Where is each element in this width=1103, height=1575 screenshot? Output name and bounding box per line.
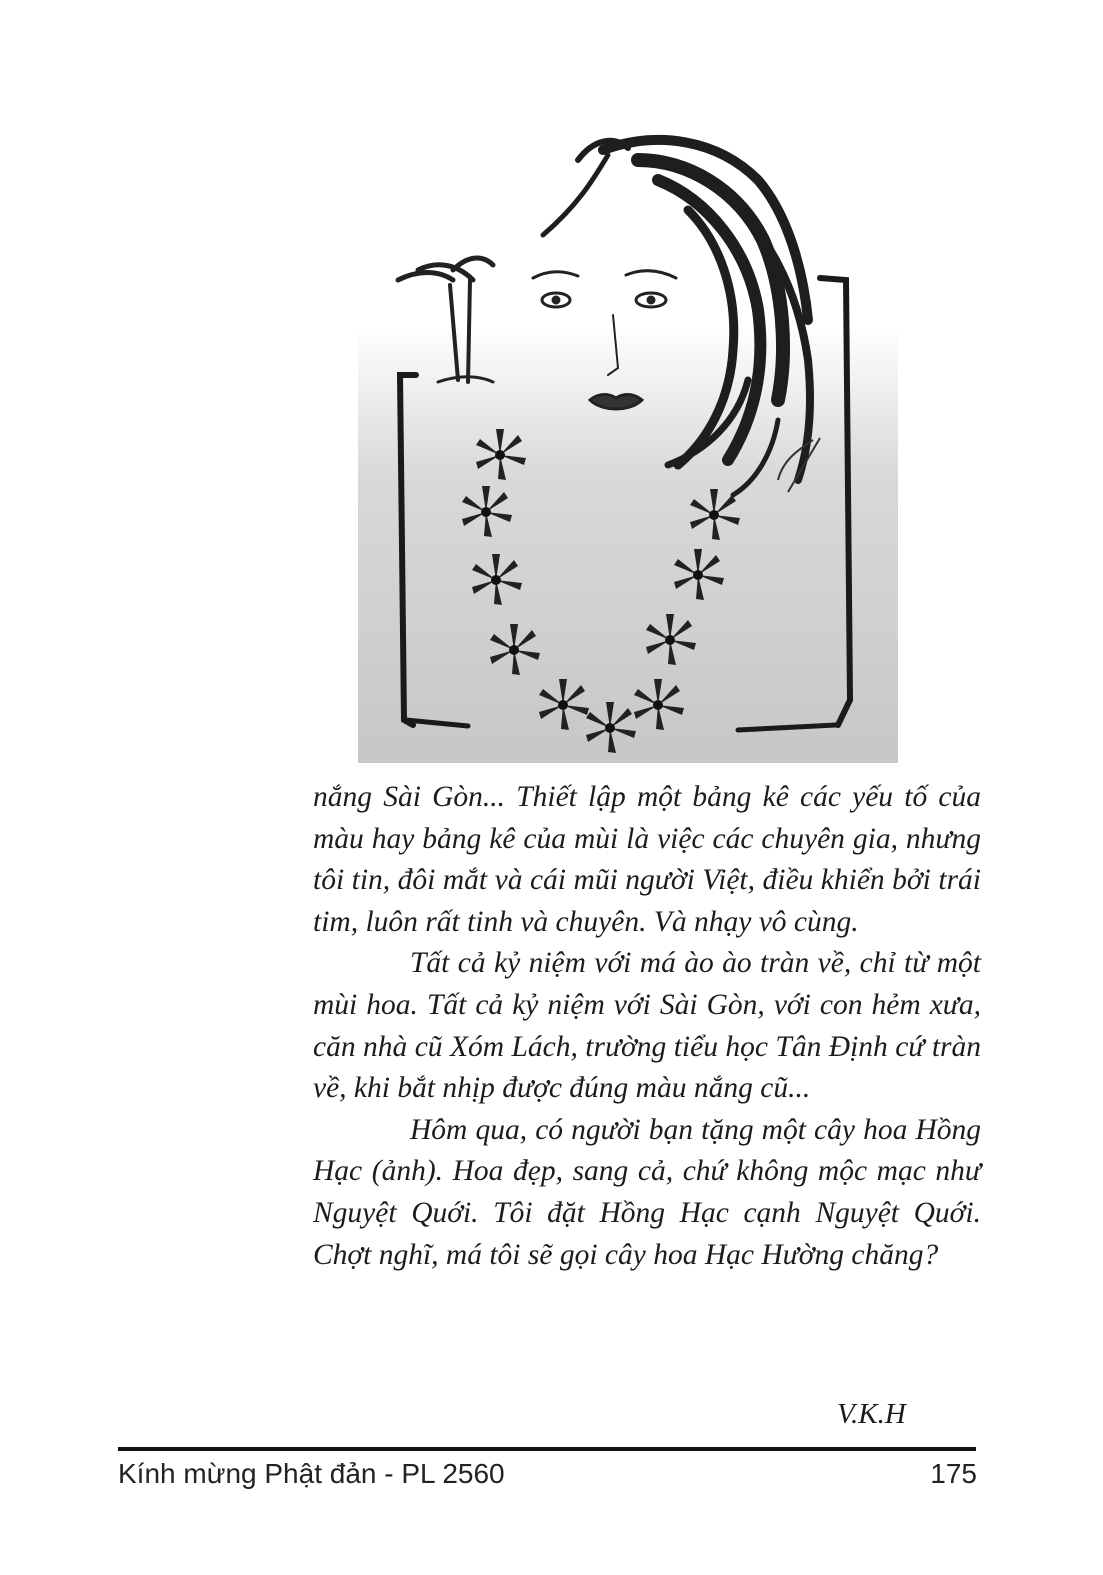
paragraph-1: nắng Sài Gòn... Thiết lập một bảng kê các yếu tố của màu hay bảng kê của mùi là việc các chuyên gia, nhưng tôi tin, đôi mắt và cái mũi người Việt, điều khiển bởi trái tim, luôn rất tinh và chuyên. Và nhạy vô cùng.: [313, 781, 981, 938]
paragraph-3: Hôm qua, có người bạn tặng một cây hoa Hồng Hạc (ảnh). Hoa đẹp, sang cả, chứ không mộc mạc như Nguyệt Quới. Tôi đặt Hồng Hạc cạnh Nguyệt Quới. Chợt nghĩ, má tôi sẽ gọi cây hoa Hạc Hường chăng?: [313, 1113, 981, 1271]
face-features: [533, 271, 676, 409]
lily-garland: [462, 429, 740, 753]
paragraph-2: Tất cả kỷ niệm với má ào ào tràn về, chỉ từ một mùi hoa. Tất cả kỷ niệm với Sài Gòn, với con hẻm xưa, căn nhà cũ Xóm Lách, trường tiểu học Tân Định cứ tràn về, khi bắt nhịp được đúng màu nắng cũ...: [313, 947, 981, 1105]
footer-title: Kính mừng Phật đản - PL 2560: [118, 1458, 505, 1489]
ink-illustration-woman-with-lily-garland: [358, 120, 898, 763]
article-body: [313, 777, 981, 1276]
hair-strokes: [543, 140, 810, 495]
page-number: 175: [930, 1458, 977, 1489]
footer-rule: [118, 1447, 976, 1451]
palm-trees: [398, 258, 493, 382]
author-signature: V.K.H: [837, 1398, 906, 1430]
